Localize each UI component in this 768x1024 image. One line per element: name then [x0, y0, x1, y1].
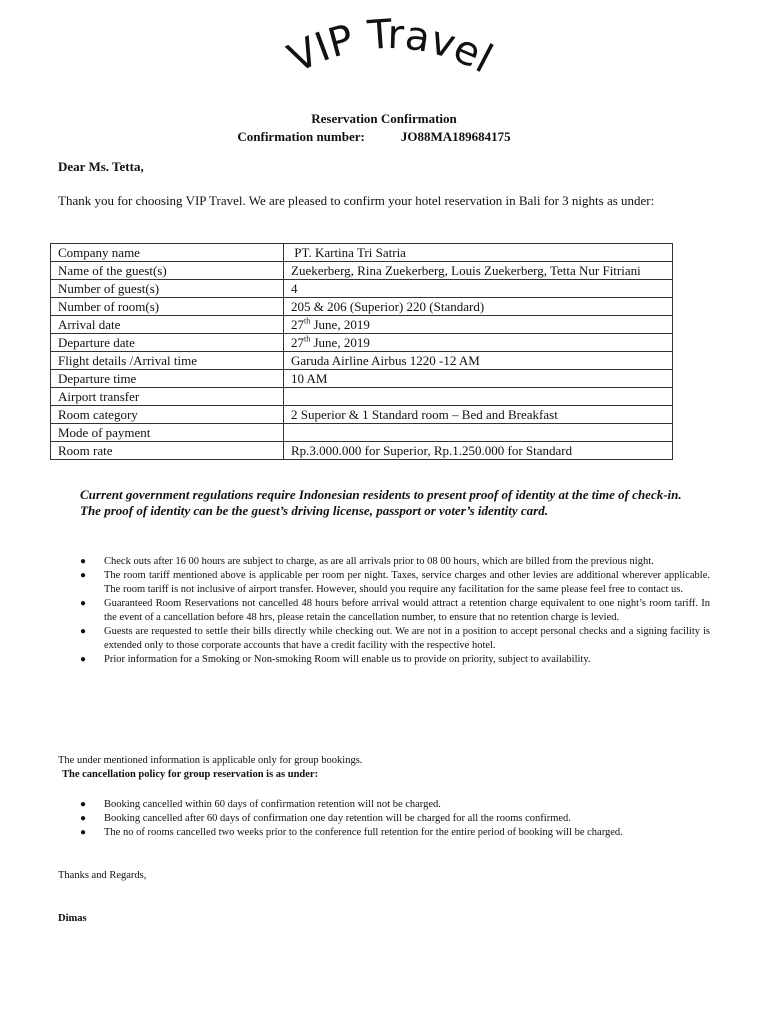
row-label: Number of guest(s) [51, 280, 284, 298]
row-value [284, 424, 673, 442]
row-label: Company name [51, 244, 284, 262]
table-row [51, 406, 673, 424]
greeting: Dear Ms. Tetta, [58, 159, 144, 174]
table-row [51, 244, 673, 262]
list-item-text: Guests are requested to settle their bills directly while checking out. We are not in a position to accept personal checks and a signing facility is extended only to those corporate accounts that have a credit facility with the respective hotel. [104, 626, 710, 651]
closing: Thanks and Regards, [58, 870, 147, 881]
arrival-day: 27 [291, 317, 304, 332]
bullet-icon: ● [80, 799, 87, 810]
table-row [51, 370, 673, 388]
row-label: Flight details /Arrival time [51, 352, 284, 370]
group-note: The under mentioned information is applicable only for group bookings. [58, 755, 363, 766]
bullet-icon: ● [80, 556, 87, 567]
id-notice: Current government regulations require Indonesian residents to present proof of identity at the time of check-in. The proof of identity can be the guest’s driving license, passport or voter’s identity card. [80, 487, 682, 518]
list-item-text: Booking cancelled after 60 days of confirmation one day retention will be charged for all the rooms confirmed. [104, 813, 571, 824]
table-row [51, 262, 673, 280]
table-row [51, 334, 673, 352]
confirmation-number: JO88MA189684175 [400, 129, 511, 144]
document-header [0, 110, 768, 146]
bullet-icon: ● [80, 570, 87, 581]
list-item-text: Booking cancelled within 60 days of confirmation retention will not be charged. [104, 799, 441, 810]
bullet-icon: ● [80, 626, 87, 637]
logo-arc-text [240, 14, 540, 104]
arrival-ordinal: th [304, 316, 311, 326]
table-row [51, 388, 673, 406]
row-value [284, 316, 673, 334]
list-item [80, 653, 710, 667]
logo [240, 14, 540, 104]
confirmation-label: Confirmation number: [237, 129, 365, 144]
bullet-icon: ● [80, 827, 87, 838]
table-row [51, 442, 673, 460]
table-row [51, 280, 673, 298]
table-row [51, 424, 673, 442]
table-row [51, 298, 673, 316]
row-label: Airport transfer [51, 388, 284, 406]
bullet-icon: ● [80, 598, 87, 609]
company-value: PT. Kartina Tri Satria [294, 245, 406, 260]
confirmation-line [237, 128, 510, 146]
row-value: Garuda Airline Airbus 1220 -12 AM [284, 352, 673, 370]
list-item-text: The no of rooms cancelled two weeks prior to the conference full retention for the entire period of booking will be charged. [104, 827, 623, 838]
cancellation-heading: The cancellation policy for group reservation is as under: [62, 769, 319, 780]
bullet-icon: ● [80, 654, 87, 665]
list-item [80, 625, 710, 653]
list-item [80, 826, 710, 840]
departure-day: 27 [291, 335, 304, 350]
group-terms-list [80, 798, 710, 840]
row-label: Arrival date [51, 316, 284, 334]
list-item-text: Check outs after 16 00 hours are subject to charge, as are all arrivals prior to 08 00 hours, which are billed from the previous night. [104, 556, 654, 567]
row-label: Room rate [51, 442, 284, 460]
document-title: Reservation Confirmation [311, 111, 457, 126]
table-row [51, 352, 673, 370]
departure-ordinal: th [304, 334, 311, 344]
row-value [284, 244, 673, 262]
row-value: 205 & 206 (Superior) 220 (Standard) [284, 298, 673, 316]
list-item [80, 812, 710, 826]
row-value [284, 334, 673, 352]
terms-list [80, 555, 710, 667]
arrival-month-year: June, 2019 [310, 317, 370, 332]
list-item [80, 569, 710, 597]
row-value: 10 AM [284, 370, 673, 388]
row-label: Departure time [51, 370, 284, 388]
list-item [80, 555, 710, 569]
row-label: Mode of payment [51, 424, 284, 442]
row-value: 4 [284, 280, 673, 298]
table-row [51, 316, 673, 334]
row-value: 2 Superior & 1 Standard room – Bed and Breakfast [284, 406, 673, 424]
signer-name: Dimas [58, 913, 87, 924]
row-label: Name of the guest(s) [51, 262, 284, 280]
list-item-text: The room tariff mentioned above is applicable per room per night. Taxes, service charges and other levies are additional wherever applicable. The room tariff is not inclusive of airport transfer. However, should you require any facilitation for the same please feel free to contact us. [104, 570, 710, 595]
list-item-text: Prior information for a Smoking or Non-smoking Room will enable us to provide on priority, subject to availability. [104, 654, 591, 665]
list-item [80, 597, 710, 625]
list-item [80, 798, 710, 812]
logo-text: VIP Travel [281, 14, 500, 83]
departure-month-year: June, 2019 [310, 335, 370, 350]
intro-paragraph: Thank you for choosing VIP Travel. We are pleased to confirm your hotel reservation in Bali for 3 nights as under: [58, 193, 655, 208]
row-value [284, 388, 673, 406]
row-label: Departure date [51, 334, 284, 352]
row-value: Rp.3.000.000 for Superior, Rp.1.250.000 for Standard [284, 442, 673, 460]
reservation-table [50, 243, 673, 460]
row-label: Room category [51, 406, 284, 424]
row-label: Number of room(s) [51, 298, 284, 316]
svg-text:VIP Travel [281, 14, 499, 82]
list-item-text: Guaranteed Room Reservations not cancelled 48 hours before arrival would attract a retention charge equivalent to one night’s room tariff. In the event of a cancellation before 48 hrs, please retain the cancellation number, to ensure that no retention charge is levied. [104, 598, 710, 623]
bullet-icon: ● [80, 813, 87, 824]
row-value: Zuekerberg, Rina Zuekerberg, Louis Zuekerberg, Tetta Nur Fitriani [284, 262, 673, 280]
